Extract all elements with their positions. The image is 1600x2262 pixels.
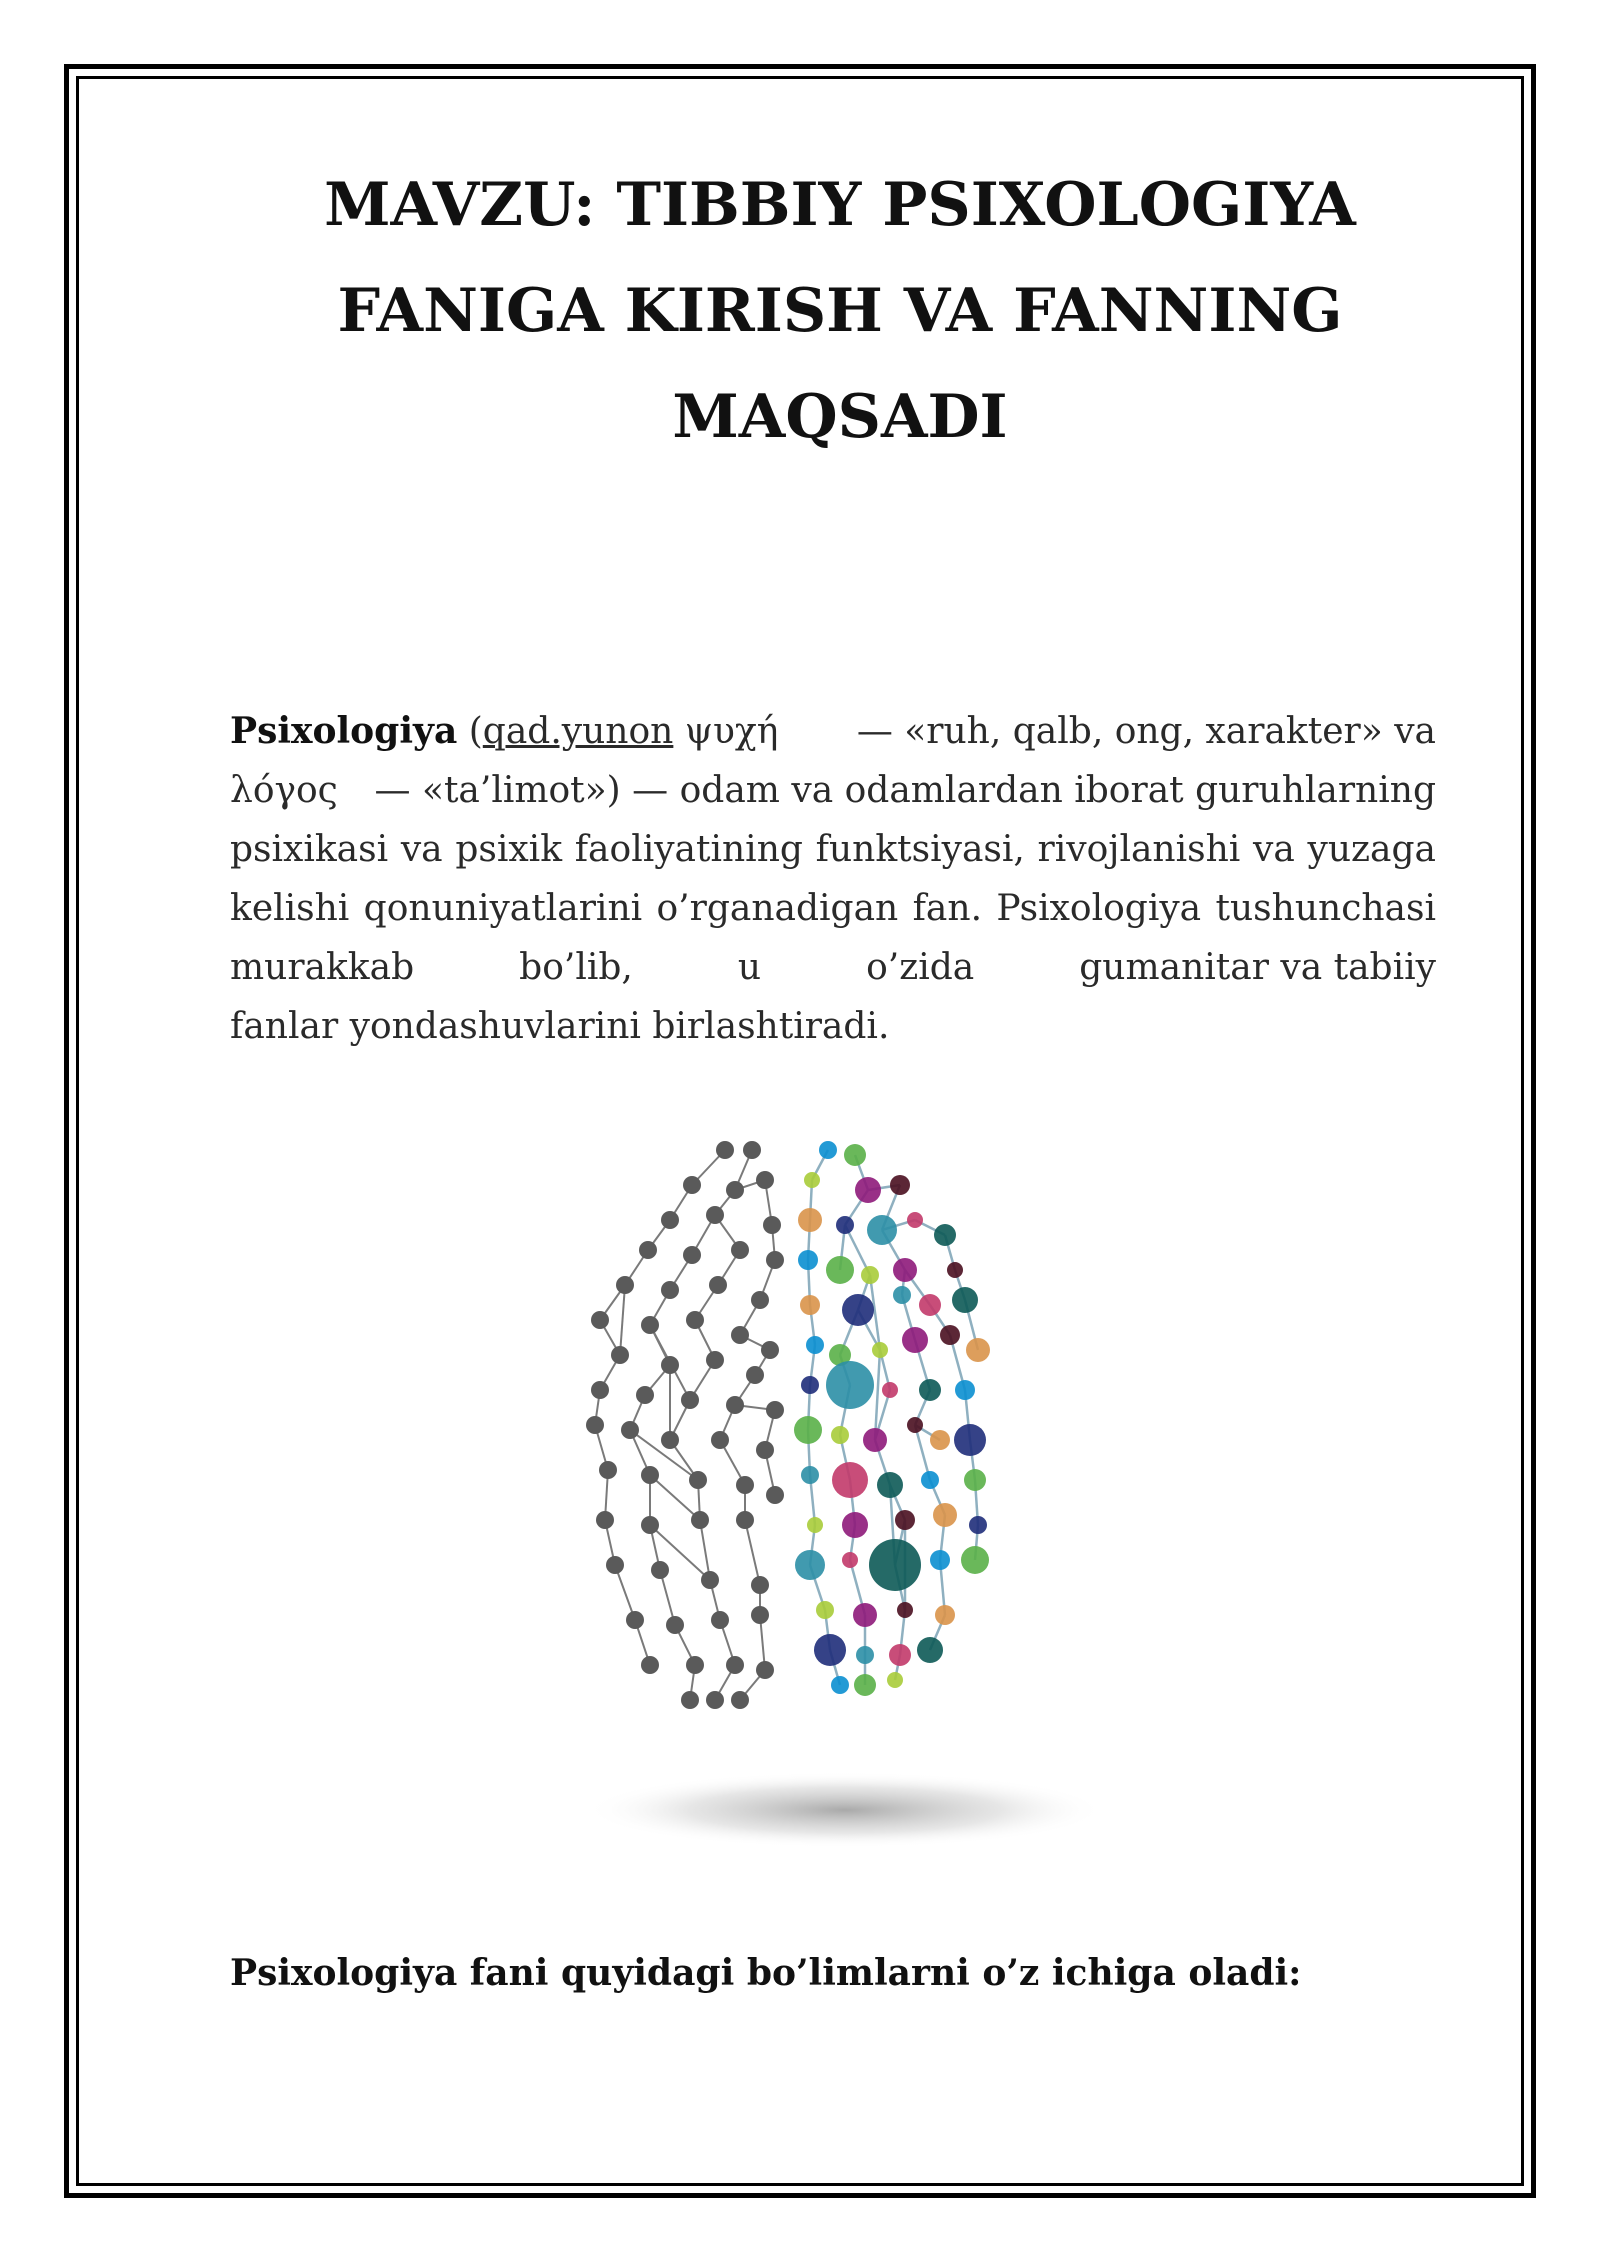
network-node: [746, 1366, 764, 1384]
network-node: [853, 1603, 877, 1627]
network-node: [969, 1516, 987, 1534]
network-node: [806, 1336, 824, 1354]
etymology-link[interactable]: qad.yunon: [482, 711, 674, 752]
network-node: [661, 1431, 679, 1449]
network-node: [854, 1674, 876, 1696]
network-node: [842, 1552, 858, 1568]
word: u: [737, 947, 762, 988]
network-node: [831, 1676, 849, 1694]
network-node: [964, 1469, 986, 1491]
network-node: [766, 1401, 784, 1419]
section-subheading: Psixologiya fani quyidagi bo’limlarni o’z ichiga oladi:: [230, 1952, 1302, 1994]
network-node: [661, 1211, 679, 1229]
network-node: [596, 1511, 614, 1529]
network-node: [794, 1416, 822, 1444]
network-node: [872, 1342, 888, 1358]
intro-line-1: [230, 702, 1436, 761]
network-node: [842, 1294, 874, 1326]
network-node: [842, 1512, 868, 1538]
network-node: [897, 1602, 913, 1618]
network-node: [831, 1426, 849, 1444]
network-node: [711, 1431, 729, 1449]
brain-shadow: [585, 1772, 1105, 1848]
network-node: [711, 1611, 729, 1629]
network-node: [743, 1141, 761, 1159]
network-node: [933, 1503, 957, 1527]
network-node: [726, 1181, 744, 1199]
network-node: [766, 1251, 784, 1269]
network-node: [893, 1258, 917, 1282]
network-node: [616, 1276, 634, 1294]
network-node: [641, 1466, 659, 1484]
intro-line-2: [230, 761, 1436, 820]
network-node: [683, 1246, 701, 1264]
network-node: [921, 1471, 939, 1489]
network-node: [895, 1510, 915, 1530]
network-node: [861, 1266, 879, 1284]
network-node: [661, 1356, 679, 1374]
network-node: [611, 1346, 629, 1364]
network-node: [798, 1208, 822, 1232]
title-line-2: FANIGA KIRISH VA FANNING: [337, 276, 1343, 346]
network-node: [798, 1250, 818, 1270]
network-node: [800, 1295, 820, 1315]
network-node: [863, 1428, 887, 1452]
network-node: [832, 1462, 868, 1498]
network-node: [966, 1338, 990, 1362]
network-node: [934, 1224, 956, 1246]
title-line-3: MAQSADI: [672, 382, 1008, 452]
intro-line-4: kelishi qonuniyatlarini o’rganadigan fan. Psixologiya tushunchasi: [230, 888, 1436, 929]
network-node: [814, 1634, 846, 1666]
network-node: [651, 1561, 669, 1579]
network-node: [683, 1176, 701, 1194]
title-line-1: MAVZU: TIBBIY PSIXOLOGIYA: [324, 170, 1356, 240]
network-node: [661, 1281, 679, 1299]
network-node: [954, 1424, 986, 1456]
network-node: [709, 1276, 727, 1294]
network-node: [801, 1466, 819, 1484]
intro-line-6: fanlar yondashuvlarini birlashtiradi.: [230, 1006, 890, 1047]
network-node: [961, 1546, 989, 1574]
network-node: [751, 1606, 769, 1624]
network-node: [726, 1656, 744, 1674]
network-node: [947, 1262, 963, 1278]
network-node: [701, 1571, 719, 1589]
network-node: [855, 1177, 881, 1203]
network-node: [907, 1212, 923, 1228]
network-node: [935, 1605, 955, 1625]
network-node: [826, 1361, 874, 1409]
network-node: [641, 1316, 659, 1334]
network-node: [756, 1171, 774, 1189]
greek-psyche: ψυχή: [673, 711, 779, 752]
network-node: [826, 1256, 854, 1284]
network-node: [681, 1391, 699, 1409]
network-node: [639, 1241, 657, 1259]
word: murakkab: [230, 947, 415, 988]
network-node: [586, 1416, 604, 1434]
network-node: [919, 1294, 941, 1316]
network-node: [686, 1311, 704, 1329]
network-node: [599, 1461, 617, 1479]
paren: (: [468, 711, 483, 752]
network-node: [907, 1417, 923, 1433]
network-node: [807, 1517, 823, 1533]
network-node: [636, 1386, 654, 1404]
network-node: [766, 1486, 784, 1504]
network-node: [606, 1556, 624, 1574]
network-node: [955, 1380, 975, 1400]
network-node: [756, 1661, 774, 1679]
network-node: [761, 1341, 779, 1359]
network-node: [890, 1175, 910, 1195]
intro-line-5: [230, 938, 1436, 997]
network-node: [930, 1430, 950, 1450]
intro-line-3: psixikasi va psixik faoliyatining funktsiyasi, rivojlanishi va yuzaga: [230, 829, 1436, 870]
network-node: [706, 1206, 724, 1224]
network-node: [930, 1550, 950, 1570]
network-node: [736, 1511, 754, 1529]
network-node: [731, 1691, 749, 1709]
network-node: [751, 1576, 769, 1594]
network-node: [686, 1656, 704, 1674]
network-node: [856, 1646, 874, 1664]
network-node: [641, 1516, 659, 1534]
network-node: [917, 1637, 943, 1663]
network-node: [919, 1379, 941, 1401]
network-node: [641, 1656, 659, 1674]
network-node: [736, 1476, 754, 1494]
network-node: [726, 1396, 744, 1414]
network-node: [836, 1216, 854, 1234]
network-node: [731, 1241, 749, 1259]
network-node: [621, 1421, 639, 1439]
network-node: [889, 1644, 911, 1666]
network-node: [706, 1691, 724, 1709]
word: bo’lib,: [519, 947, 633, 988]
network-node: [804, 1172, 820, 1188]
network-node: [591, 1381, 609, 1399]
network-node: [751, 1291, 769, 1309]
greek-logos: λόγος: [230, 770, 338, 811]
intro-line-1-rest: — «ruh, qalb, ong, xarakter» va: [856, 711, 1436, 752]
network-node: [952, 1287, 978, 1313]
network-node: [844, 1144, 866, 1166]
network-node: [801, 1376, 819, 1394]
word: gumanitar va tabiiy: [1079, 947, 1436, 988]
network-node: [819, 1141, 837, 1159]
intro-term: Psixologiya: [230, 710, 458, 752]
network-node: [902, 1327, 928, 1353]
network-node: [795, 1550, 825, 1580]
network-node: [716, 1141, 734, 1159]
network-node: [893, 1286, 911, 1304]
page-title: [180, 152, 1500, 470]
network-node: [691, 1511, 709, 1529]
network-node: [681, 1691, 699, 1709]
network-node: [591, 1311, 609, 1329]
network-node: [666, 1616, 684, 1634]
network-node: [867, 1215, 897, 1245]
network-node: [887, 1672, 903, 1688]
intro-paragraph: [230, 702, 1436, 1056]
network-node: [756, 1441, 774, 1459]
network-node: [877, 1472, 903, 1498]
intro-line-2-rest: — «ta’limot») — odam va odamlardan iborat guruhlarning: [374, 770, 1436, 811]
word: o’zida: [866, 947, 975, 988]
network-node: [731, 1326, 749, 1344]
network-node: [763, 1216, 781, 1234]
brain-network-illustration: [500, 1130, 1200, 1890]
network-node: [882, 1382, 898, 1398]
network-node: [940, 1325, 960, 1345]
network-node: [816, 1601, 834, 1619]
network-node: [626, 1611, 644, 1629]
network-node: [689, 1471, 707, 1489]
network-node: [869, 1539, 921, 1591]
network-node: [706, 1351, 724, 1369]
